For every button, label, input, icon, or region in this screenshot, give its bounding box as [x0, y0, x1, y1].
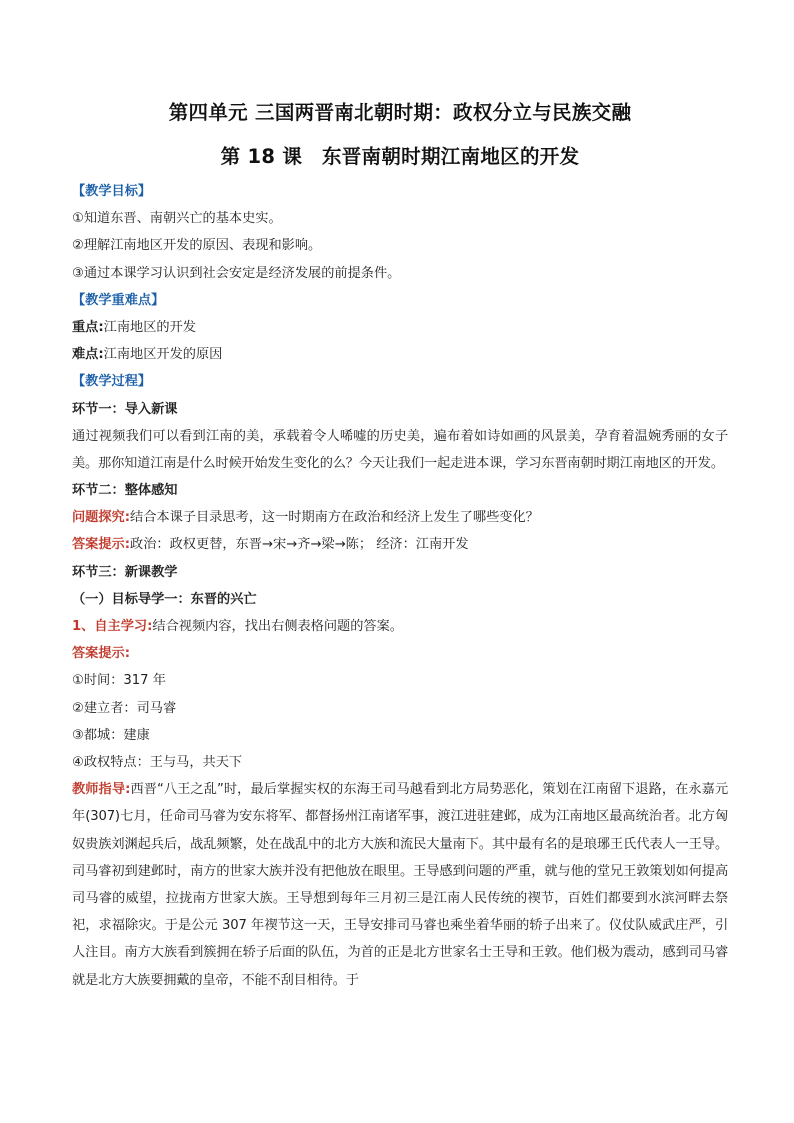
answer-item: ②建立者：司马睿 — [72, 700, 177, 716]
difficulty-label: 难点: — [72, 347, 104, 363]
question-line — [72, 504, 728, 531]
goals-heading: 【教学目标】 — [72, 184, 152, 199]
question-label: 问题探究: — [72, 510, 131, 526]
answer-item: ③都城：建康 — [72, 727, 150, 743]
goal-item: ①知道东晋、南朝兴亡的基本史实。 — [72, 211, 282, 227]
self-study-text: 结合视频内容，找出右侧表格问题的答案。 — [152, 619, 403, 635]
focus-line — [72, 314, 728, 341]
step2-heading: 环节二：整体感知 — [72, 483, 178, 499]
answer-label: 答案提示: — [72, 537, 131, 553]
goal-item: ③通过本课学习认识到社会安定是经济发展的前提条件。 — [72, 265, 401, 281]
intro-paragraph: 通过视频我们可以看到江南的美，承载着令人唏嘘的历史美，遍布着如诗如画的风景美，孕育着温婉秀丽的女子美。那你知道江南是什么时候开始发生变化的么？今天让我们一起走进本课，学习东晋南朝时期江南地区的开发。 — [72, 428, 728, 471]
lesson-title: 第 18 课 东晋南朝时期江南地区的开发 — [220, 145, 580, 168]
self-study-label: 1、自主学习: — [72, 619, 153, 635]
difficulty-line — [72, 341, 728, 368]
keypoints-heading: 【教学重难点】 — [72, 292, 165, 308]
focus-text: 江南地区的开发 — [103, 319, 196, 335]
self-study-line — [72, 613, 728, 640]
step3-heading: 环节三：新课教学 — [72, 564, 178, 580]
answer-item: ①时间：317 年 — [72, 673, 166, 689]
document-body — [72, 178, 728, 994]
unit-title: 第四单元 三国两晋南北朝时期：政权分立与民族交融 — [168, 101, 632, 124]
question-text: 结合本课子目录思考，这一时期南方在政治和经济上发生了哪些变化？ — [130, 510, 539, 526]
goal-item: ②理解江南地区开发的原因、表现和影响。 — [72, 238, 322, 254]
teacher-guidance-paragraph — [72, 776, 728, 994]
difficulty-text: 江南地区开发的原因 — [103, 347, 223, 363]
subsection-heading: （一）目标导学一：东晋的兴亡 — [72, 591, 257, 607]
answer-line — [72, 531, 728, 558]
answer-item: ④政权特点：王与马，共天下 — [72, 754, 243, 770]
answer-hint-label: 答案提示: — [72, 646, 131, 662]
answer-text: 政治：政权更替，东晋→宋→齐→梁→陈； 经济：江南开发 — [130, 537, 469, 553]
teacher-guidance-text: 西晋“八王之乱”时，最后掌握实权的东海王司马越看到北方局势恶化，策划在江南留下退路，在永嘉元年(307)七月，任命司马睿为安东将军、都督扬州江南诸军事，渡江进驻建邺，成为江南地区最高统治者。北方匈奴贵族刘渊起兵后，战乱频繁，处在战乱中的北方大族和流民大量南下。其中最有名的是琅琊王氏代表人一王导。司马睿初到建邺时，南方的世家大族并没有把他放在眼里。王导感到问题的严重，就与他的堂兄王敦策划如何提高司马睿的威望，拉拢南方世家大族。王导想到每年三月初三是江南人民传统的禊节，百姓们都要到水滨河畔去祭祀，求福除灾。于是公元 307 年禊节这一天，王导安排司马睿也乘坐着华丽的轿子出来了。仪仗队威武庄严，引人注目。南方大族看到簇拥在轿子后面的队伍，为首的正是北方世家名士王导和王敦。他们极为震动，感到司马睿就是北方大族要拥戴的皇帝，不能不刮目相待。于 — [72, 782, 728, 988]
step1-heading: 环节一：导入新课 — [72, 401, 178, 417]
focus-label: 重点: — [72, 319, 104, 335]
process-heading: 【教学过程】 — [72, 374, 152, 390]
teacher-guidance-label: 教师指导: — [72, 782, 131, 798]
